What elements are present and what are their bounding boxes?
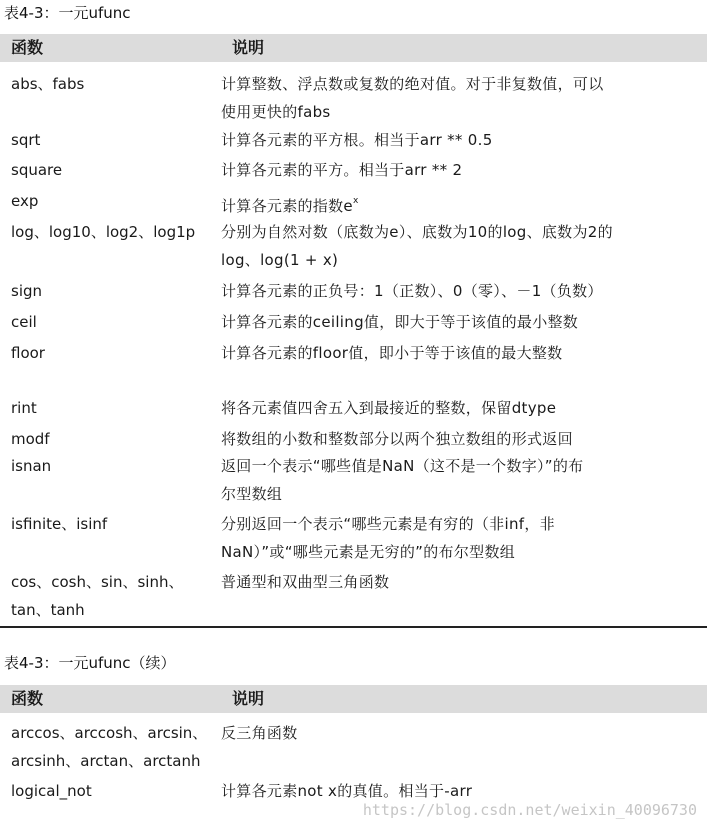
func-cell: floor: [11, 344, 45, 362]
table-row: [0, 62, 707, 126]
table-row: [0, 510, 707, 568]
desc-cell: 分别返回一个表示“哪些元素是有穷的（非inf，非 NaN）”或“哪些元素是无穷的”的布尔型数组: [221, 515, 555, 561]
desc-cell: 计算整数、浮点数或复数的绝对值。对于非复数值，可以 使用更快的fabs: [221, 75, 604, 121]
func-cell: square: [11, 161, 63, 179]
header-desc: 说明: [232, 689, 265, 708]
desc-cell: 将各元素值四舍五入到最接近的整数，保留dtype: [221, 399, 557, 417]
table-row: [0, 452, 707, 510]
table-row: [0, 277, 707, 308]
func-cell: log、log10、log2、log1p: [11, 223, 196, 241]
desc-cell: 计算各元素的ceiling值，即大于等于该值的最小整数: [221, 313, 579, 331]
table-row: [0, 156, 707, 187]
header-func: 函数: [11, 38, 44, 57]
table-row: [0, 187, 707, 218]
func-cell: arccos、arccosh、arcsin、 arcsinh、arctan、arctanh: [11, 724, 208, 770]
desc-cell: 计算各元素的指数$e^x$: [221, 196, 359, 215]
func-cell: rint: [11, 399, 37, 417]
table2-body: [0, 713, 707, 807]
table-row: [0, 394, 707, 425]
desc-cell: 分别为自然对数（底数为e）、底数为10的log、底数为2的 log、log(1 + x): [221, 223, 613, 269]
table1: [0, 34, 707, 628]
func-cell: abs、fabs: [11, 75, 85, 93]
table1-caption: 表4-3：一元ufunc: [4, 4, 131, 22]
desc-cell: 计算各元素not x的真值。相当于-arr: [221, 782, 473, 800]
func-cell: exp: [11, 192, 39, 210]
desc-cell: 普通型和双曲型三角函数: [221, 573, 390, 591]
table2: [0, 685, 707, 807]
table-row: [0, 713, 707, 777]
func-cell: sqrt: [11, 131, 41, 149]
func-cell: modf: [11, 430, 50, 448]
desc-cell: 返回一个表示“哪些值是NaN（这不是一个数字）”的布 尔型数组: [221, 457, 584, 503]
func-cell: ceil: [11, 313, 37, 331]
header-func: 函数: [11, 689, 44, 708]
table-row: [0, 126, 707, 156]
table2-header: [0, 685, 707, 713]
desc-cell: 计算各元素的平方根。相当于arr ** 0.5: [221, 131, 493, 149]
func-cell: cos、cosh、sin、sinh、 tan、tanh: [11, 573, 184, 619]
table-row: [0, 568, 707, 626]
func-cell: sign: [11, 282, 43, 300]
table1-body: [0, 62, 707, 628]
desc-cell: 将数组的小数和整数部分以两个独立数组的形式返回: [221, 430, 573, 448]
table-row: [0, 218, 707, 277]
table-row: [0, 308, 707, 339]
watermark-url: https://blog.csdn.net/weixin_40096730: [362, 801, 697, 819]
header-desc: 说明: [232, 38, 265, 57]
func-cell: isfinite、isinf: [11, 515, 108, 533]
desc-cell: 计算各元素的平方。相当于arr ** 2: [221, 161, 463, 179]
func-cell: isnan: [11, 457, 52, 475]
table-row: [0, 339, 707, 394]
desc-cell: 反三角函数: [221, 724, 298, 742]
exponent-superscript: x: [352, 196, 359, 206]
table-row: [0, 425, 707, 452]
func-cell: logical_not: [11, 782, 92, 800]
desc-cell: 计算各元素的正负号：1（正数）、0（零）、－1（负数）: [221, 282, 603, 300]
table1-header: [0, 34, 707, 62]
table2-caption: 表4-3：一元ufunc（续）: [4, 654, 176, 672]
desc-cell: 计算各元素的floor值，即小于等于该值的最大整数: [221, 344, 563, 362]
